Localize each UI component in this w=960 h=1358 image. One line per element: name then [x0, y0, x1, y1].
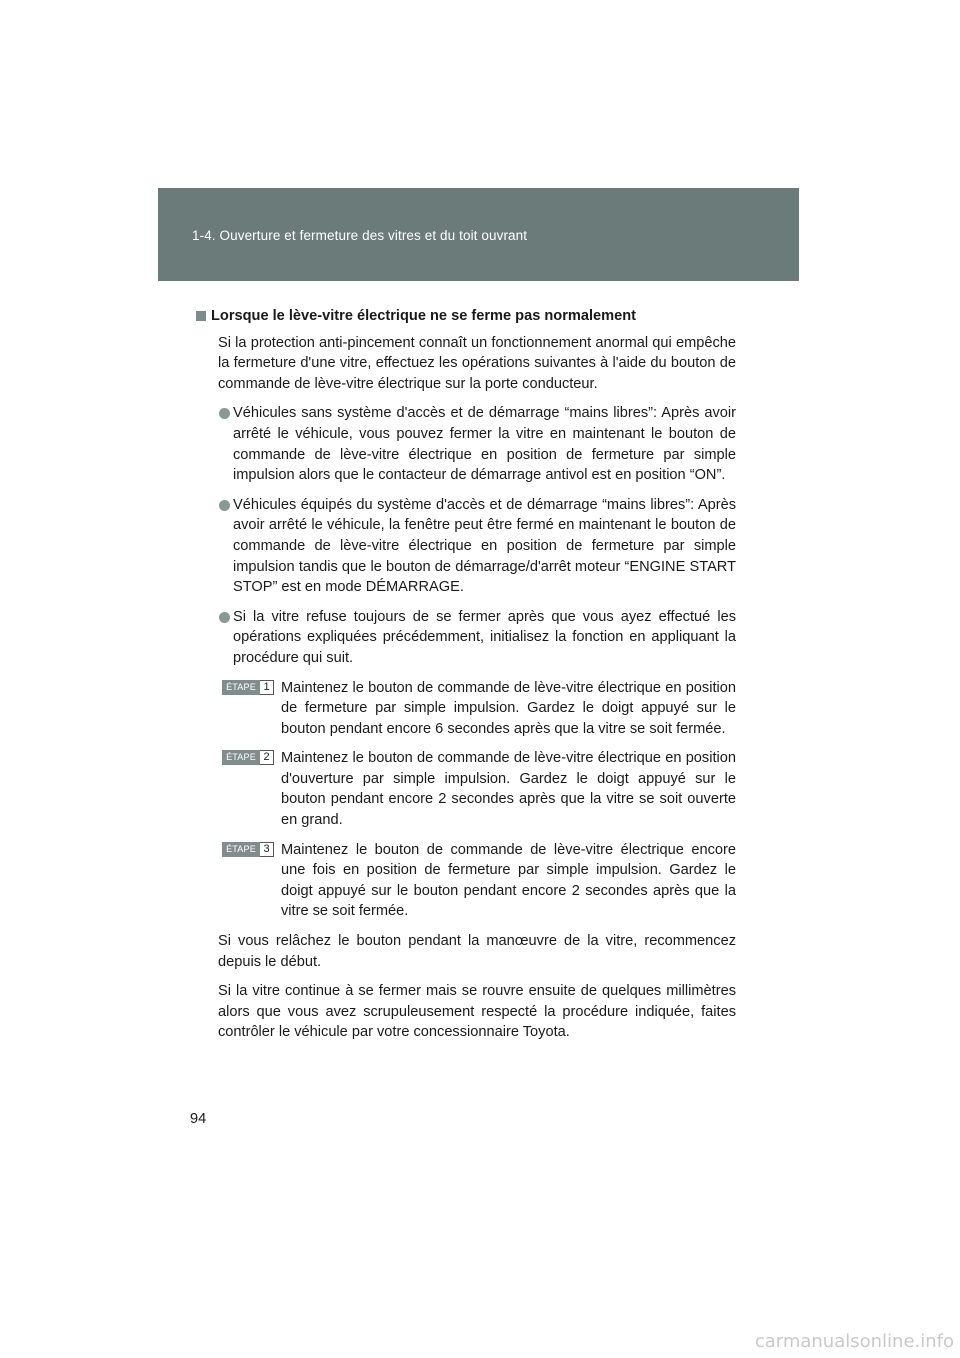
step-text: Maintenez le bouton de commande de lève-vitre électrique encore une fois en position de fermeture par simple impulsion. Gardez le doigt appuyé sur le bouton pendant encore 2 secondes après que la vitre se soit fermée. [281, 841, 736, 920]
watermark: carmanualsonline.info [754, 1331, 954, 1352]
bullet-item [196, 607, 736, 669]
step-badge-number: 1 [260, 680, 274, 695]
circle-bullet-icon [219, 612, 230, 623]
step-badge-label: ÉTAPE [222, 680, 260, 695]
step-item [196, 678, 736, 740]
outro-paragraph: Si la vitre continue à se fermer mais se rouvre ensuite de quelques millimètres alors que vous avez scrupuleusement respecté la procédure indiquée, faites contrôler le véhicule par votre concessionnaire Toyota. [218, 983, 736, 1041]
chapter-title: 1-4. Ouverture et fermeture des vitres et du toit ouvrant [192, 228, 528, 243]
bullet-text: Véhicules équipés du système d'accès et de démarrage “mains libres”: Après avoir arrêté le véhicule, la fenêtre peut être fermé en maintenant le bouton de commande de lève-vitre électrique en position de fermeture par simple impulsion tandis que le bouton de démarrage/d'arrêt moteur “ENGINE START STOP” est en mode DÉMARRAGE. [233, 496, 736, 596]
circle-bullet-icon [219, 408, 230, 419]
step-badge-number: 2 [260, 750, 274, 765]
step-badge [222, 842, 274, 857]
bullet-item [196, 403, 736, 485]
step-badge [222, 750, 274, 765]
step-badge-number: 3 [260, 842, 274, 857]
section-heading [196, 306, 736, 327]
bullet-item [196, 495, 736, 598]
step-badge-label: ÉTAPE [222, 842, 260, 857]
step-text: Maintenez le bouton de commande de lève-vitre électrique en position d'ouverture par simple impulsion. Gardez le doigt appuyé sur le bouton pendant encore 2 secondes après que la vitre se soit ouverte en grand. [281, 750, 736, 829]
bullet-text: Véhicules sans système d'accès et de démarrage “mains libres”: Après avoir arrêté le véhicule, vous pouvez fermer la vitre en maintenant le bouton de commande de lève-vitre électrique en position de fermeture par simple impulsion alors que le contacteur de démarrage antivol est en position “ON”. [233, 405, 736, 484]
circle-bullet-icon [219, 500, 230, 511]
page-number: 94 [190, 1111, 207, 1127]
outro-paragraph: Si vous relâchez le bouton pendant la manœuvre de la vitre, recommencez depuis le début. [218, 933, 736, 970]
intro-paragraph: Si la protection anti-pincement connaît un fonctionnement anormal qui empêche la fermeture d'une vitre, effectuez les opérations suivantes à l'aide du bouton de commande de lève-vitre électrique sur la porte conducteur. [218, 334, 736, 392]
step-text: Maintenez le bouton de commande de lève-vitre électrique en position de fermeture par simple impulsion. Gardez le doigt appuyé sur le bouton pendant encore 6 secondes après que la vitre se soit fermée. [281, 679, 736, 737]
square-bullet-icon [196, 311, 206, 321]
step-badge [222, 680, 274, 695]
step-item [196, 840, 736, 922]
section-heading-text: Lorsque le lève-vitre électrique ne se ferme pas normalement [211, 308, 637, 324]
step-item [196, 748, 736, 830]
chapter-header-band [158, 188, 799, 281]
bullet-text: Si la vitre refuse toujours de se fermer après que vous ayez effectué les opérations expliquées précédemment, initialisez la fonction en appliquant la procédure qui suit. [233, 608, 736, 666]
main-content [196, 306, 736, 1052]
step-badge-label: ÉTAPE [222, 750, 260, 765]
